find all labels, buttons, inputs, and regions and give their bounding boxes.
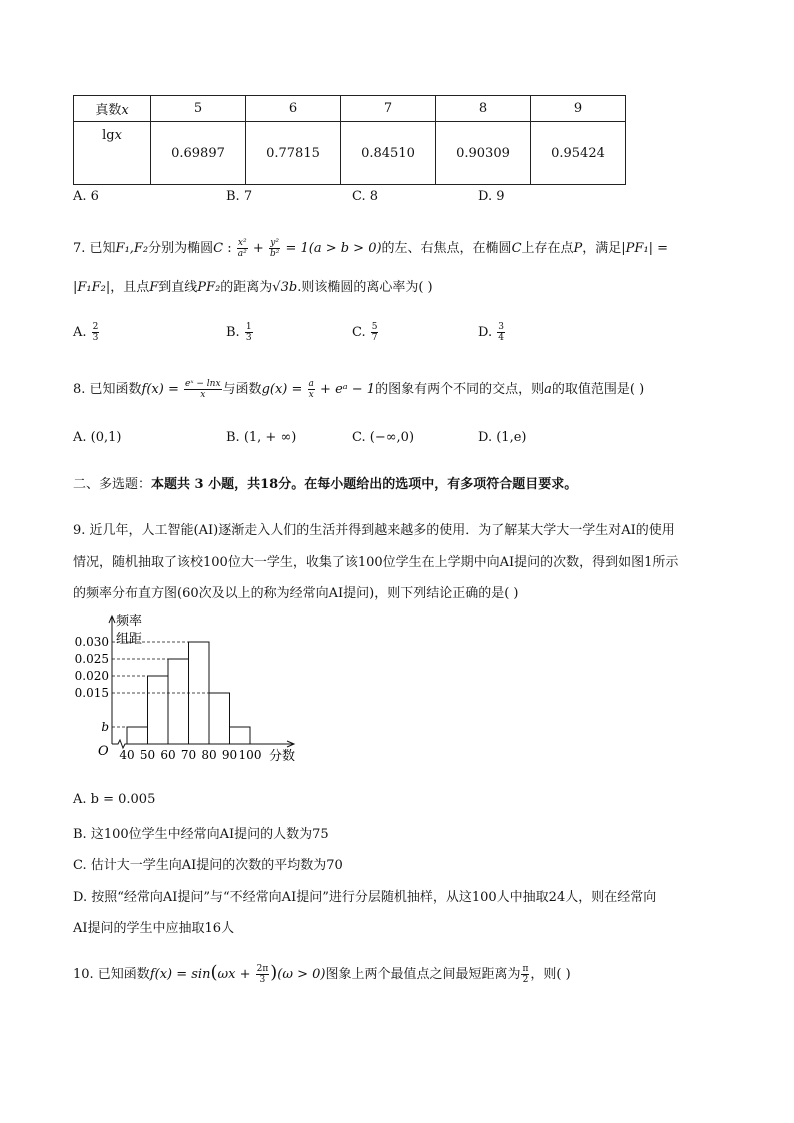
table-cell: 0.95424: [531, 122, 626, 185]
table-row-label: lgx: [74, 122, 151, 185]
q8-stem: 8. 已知函数f(x) = $\frac{\text{eˣ − lnx}}{x}$ 与函数g(x) = $\frac{a}{x}$ + eᵃ − 1的图象有两个不同的交点，则a的取值范围是( ): [73, 379, 645, 400]
y-tick-label: 0.030: [74, 635, 109, 649]
q7-y-fraction: $\frac{\text{y²}}{\text{b²}}$: [269, 238, 280, 259]
q7-option-a[interactable]: A. $\frac{2}{3}$: [73, 322, 99, 343]
q9-line2: 情况，随机抽取了该校100位大一学生，收集了该100位学生在上学期中向AI提问的次数，得到如图1所示: [73, 555, 679, 570]
histogram-bar: [209, 693, 230, 744]
table-cell: 0.90309: [436, 122, 531, 185]
q7-x-fraction: $\frac{\text{x²}}{\text{a²}}$: [237, 238, 247, 259]
x-tick-label: 40: [119, 748, 135, 762]
y-axis-label-bottom: 组距: [116, 632, 143, 647]
y-tick-label: b: [101, 720, 109, 734]
table-cell: 0.84510: [341, 122, 436, 185]
q7-line2: |F₁F₂|，且点F到直线PF₂的距离为√3b.则该椭圆的离心率为( ): [73, 280, 433, 295]
q9-option-c[interactable]: C. 估计大一学生向AI提问的次数的平均数为70: [73, 858, 343, 873]
q9-option-a[interactable]: A. b = 0.005: [73, 792, 156, 807]
q9-line1: 9. 近几年，人工智能(AI)逐渐走入人们的生活并得到越来越多的使用．为了解某大学大一学生对AI的使用: [73, 523, 675, 538]
x-tick-label: 60: [160, 748, 176, 762]
section-heading: 二、多选题：本题共 3 小题，共18分。在每小题给出的选项中，有多项符合题目要求。: [73, 477, 578, 492]
q6-option-b[interactable]: B. 7: [226, 189, 253, 204]
table-header-label: 真数x: [74, 96, 151, 122]
x-tick-label: 100: [238, 748, 262, 762]
x-tick-label: 90: [221, 748, 238, 762]
y-tick-label: 0.020: [74, 669, 109, 683]
q9-line3: 的频率分布直方图(60次及以上的称为经常向AI提问)，则下列结论正确的是( ): [73, 586, 519, 601]
x-axis-label: 分数: [269, 749, 296, 764]
table-cell: 7: [341, 96, 436, 122]
x-tick-label: 80: [201, 748, 217, 762]
q8-option-a[interactable]: A. (0,1): [73, 430, 122, 445]
x-tick-label: 50: [139, 748, 156, 762]
frequency-histogram: [70, 612, 310, 772]
q6-option-c[interactable]: C. 8: [352, 189, 379, 204]
q10-distance-fraction: $\frac{\pi}{2}$: [522, 964, 529, 985]
x-tick-label: 70: [180, 748, 197, 762]
histogram-bar: [168, 659, 189, 744]
q6-option-d[interactable]: D. 9: [478, 189, 505, 204]
y-tick-label: 0.025: [74, 652, 109, 666]
y-tick-label: 0.015: [74, 686, 109, 700]
histogram-bar: [148, 676, 169, 744]
q9-option-b[interactable]: B. 这100位学生中经常向AI提问的人数为75: [73, 827, 329, 842]
table-cell: 9: [531, 96, 626, 122]
table-cell: 5: [151, 96, 246, 122]
y-axis-label-top: 频率: [116, 614, 143, 629]
log-table: [73, 95, 626, 185]
table-cell: 0.69897: [151, 122, 246, 185]
q9-option-d[interactable]: D. 按照“经常向AI提问”与“不经常向AI提问”进行分层随机抽样，从这100人中抽取24人，则在经常向: [73, 890, 657, 905]
origin-label: O: [98, 744, 109, 759]
q9-option-d-continued: AI提问的学生中应抽取16人: [73, 921, 235, 936]
q7-option-b[interactable]: B. $\frac{1}{3}$: [226, 322, 252, 343]
q7-option-c[interactable]: C. $\frac{5}{7}$: [352, 322, 378, 343]
q10-phase-fraction: $\frac{2\pi}{3}$: [256, 964, 269, 985]
q8-g-fraction: $\frac{a}{x}$: [308, 379, 314, 400]
histogram-bar: [230, 727, 251, 744]
q8-f-fraction: $\frac{\text{eˣ − lnx}}{x}$: [185, 379, 221, 400]
table-cell: 6: [246, 96, 341, 122]
q8-option-d[interactable]: D. (1,e): [478, 430, 527, 445]
histogram-bar: [127, 727, 148, 744]
q6-option-a[interactable]: A. 6: [73, 189, 99, 204]
q7-line1: 7. 已知F₁,F₂分别为椭圆C : $\frac{\text{x²}}{\text{a²}}$ + $\frac{\text{y²}}{\text{b²}}$ = 1(a > b > 0)的左、右焦点，在椭圆C上存在点P，满足|PF₁| =: [73, 238, 669, 259]
table-cell: 8: [436, 96, 531, 122]
q7-option-d[interactable]: D. $\frac{3}{4}$: [478, 322, 504, 343]
q8-option-c[interactable]: C. (−∞,0): [352, 430, 415, 445]
q8-option-b[interactable]: B. (1, + ∞): [226, 430, 297, 445]
q10-stem: 10. 已知函数f(x) = sin(ωx + $\frac{2\pi}{3}$ )(ω > 0)图象上两个最值点之间最短距离为 $\frac{\pi}{2}$ ，则( ): [73, 962, 571, 985]
table-cell: 0.77815: [246, 122, 341, 185]
